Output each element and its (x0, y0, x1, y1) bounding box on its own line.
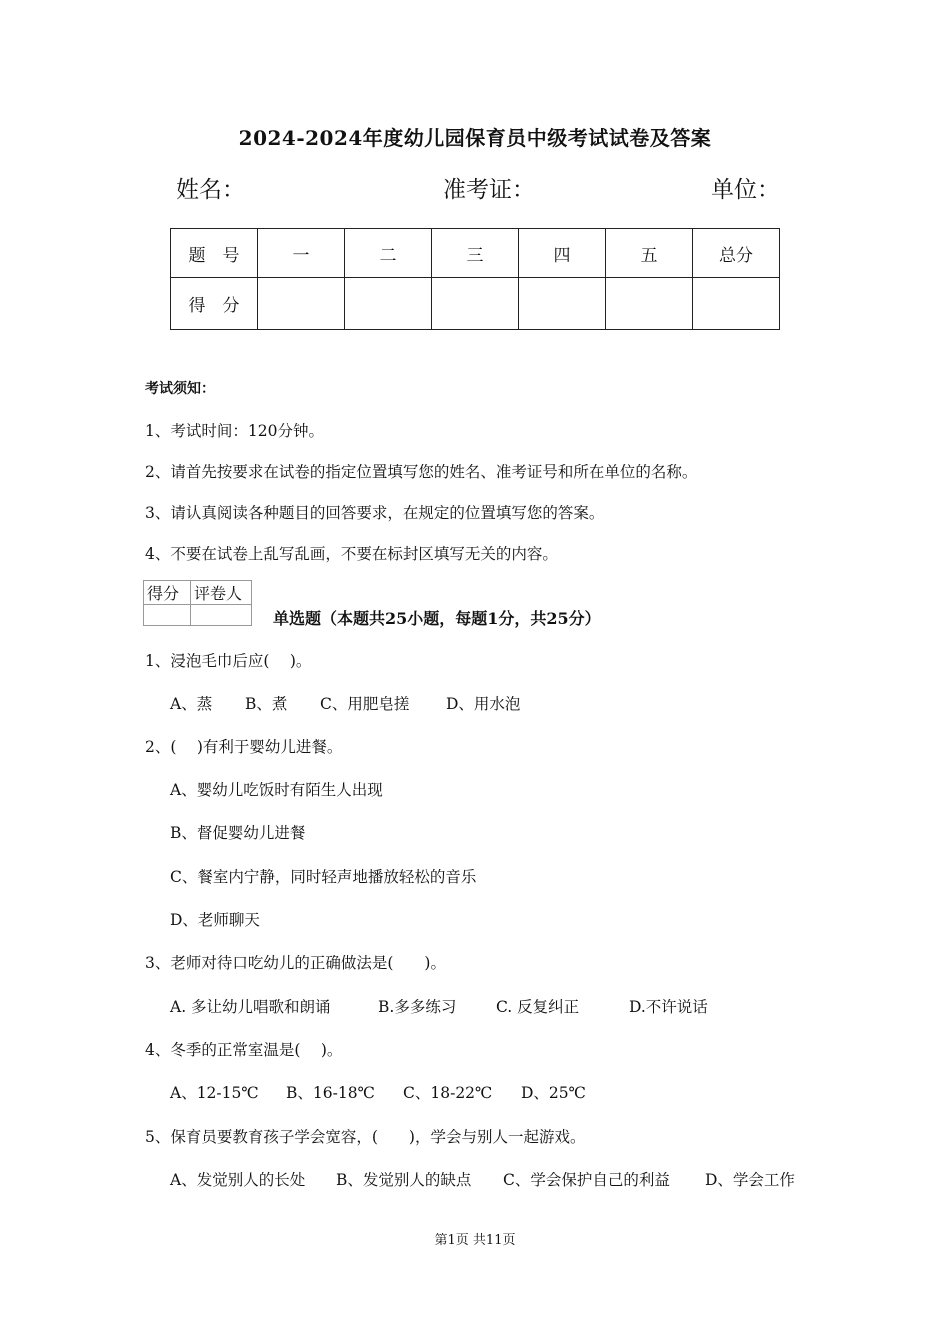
unit-field-label: 单位： (711, 177, 780, 203)
question-stem: 2、( )有利于婴幼儿进餐。 (145, 738, 343, 756)
score-header-cell: 五 (606, 229, 693, 278)
option: C、学会保护自己的利益 (503, 1171, 670, 1189)
option: B、煮 (245, 695, 288, 713)
score-cell[interactable] (606, 278, 693, 330)
note-item: 2、请首先按要求在试卷的指定位置填写您的姓名、准考证号和所在单位的名称。 (145, 463, 698, 481)
score-cell-total[interactable] (693, 278, 780, 330)
option: D、学会工作 (705, 1171, 795, 1189)
question-stem: 5、保育员要教育孩子学会宽容，( )，学会与别人一起游戏。 (145, 1128, 586, 1146)
score-cell[interactable] (345, 278, 432, 330)
note-item: 3、请认真阅读各种题目的回答要求，在规定的位置填写您的答案。 (145, 504, 605, 522)
question-stem: 3、老师对待口吃幼儿的正确做法是( )。 (145, 954, 446, 972)
score-header-cell: 三 (432, 229, 519, 278)
option: A、12-15℃ (170, 1084, 259, 1102)
exam-number-field-label: 准考证： (443, 177, 535, 203)
option: A. 多让幼儿唱歌和朗诵 (170, 998, 331, 1016)
score-header-total: 总分 (693, 229, 780, 278)
score-header-label: 题 号 (171, 229, 258, 278)
option: B、16-18℃ (286, 1084, 375, 1102)
page-footer: 第1页 共11页 (434, 1233, 516, 1248)
option: A、发觉别人的长处 (170, 1171, 306, 1189)
section-title: 单选题（本题共25小题，每题1分，共25分） (273, 609, 601, 628)
option: A、蒸 (170, 695, 213, 713)
question-stem: 4、冬季的正常室温是( )。 (145, 1041, 343, 1059)
grader-score-label: 得分 (144, 581, 191, 605)
option: B、督促婴幼儿进餐 (170, 824, 306, 842)
score-header-cell: 一 (258, 229, 345, 278)
option: C、用肥皂搓 (320, 695, 410, 713)
score-cell[interactable] (519, 278, 606, 330)
score-row-label: 得 分 (171, 278, 258, 330)
grader-box (143, 580, 252, 626)
grader-name-label: 评卷人 (191, 581, 252, 605)
score-header-cell: 二 (345, 229, 432, 278)
score-table (170, 228, 780, 330)
notes-heading: 考试须知： (145, 381, 215, 397)
option: C、18-22℃ (403, 1084, 493, 1102)
exam-title: 2024-2024年度幼儿园保育员中级考试试卷及答案 (238, 126, 712, 150)
option: A、婴幼儿吃饭时有陌生人出现 (170, 781, 383, 799)
score-header-cell: 四 (519, 229, 606, 278)
option: D、老师聊天 (170, 911, 260, 929)
note-item: 1、考试时间：120分钟。 (145, 422, 324, 440)
name-field-label: 姓名： (176, 177, 245, 203)
note-item: 4、不要在试卷上乱写乱画，不要在标封区填写无关的内容。 (145, 545, 558, 563)
question-stem: 1、浸泡毛巾后应( )。 (145, 652, 312, 670)
option: C、餐室内宁静，同时轻声地播放轻松的音乐 (170, 868, 477, 886)
score-cell[interactable] (432, 278, 519, 330)
option: D、25℃ (521, 1084, 586, 1102)
option: B、发觉别人的缺点 (336, 1171, 472, 1189)
score-cell[interactable] (258, 278, 345, 330)
grader-score-cell[interactable] (144, 605, 191, 626)
score-table-header-row (171, 229, 780, 278)
option: C. 反复纠正 (496, 998, 580, 1016)
option: D.不许说话 (629, 998, 708, 1016)
option: D、用水泡 (446, 695, 521, 713)
option: B.多多练习 (378, 998, 457, 1016)
score-table-score-row (171, 278, 780, 330)
grader-name-cell[interactable] (191, 605, 252, 626)
